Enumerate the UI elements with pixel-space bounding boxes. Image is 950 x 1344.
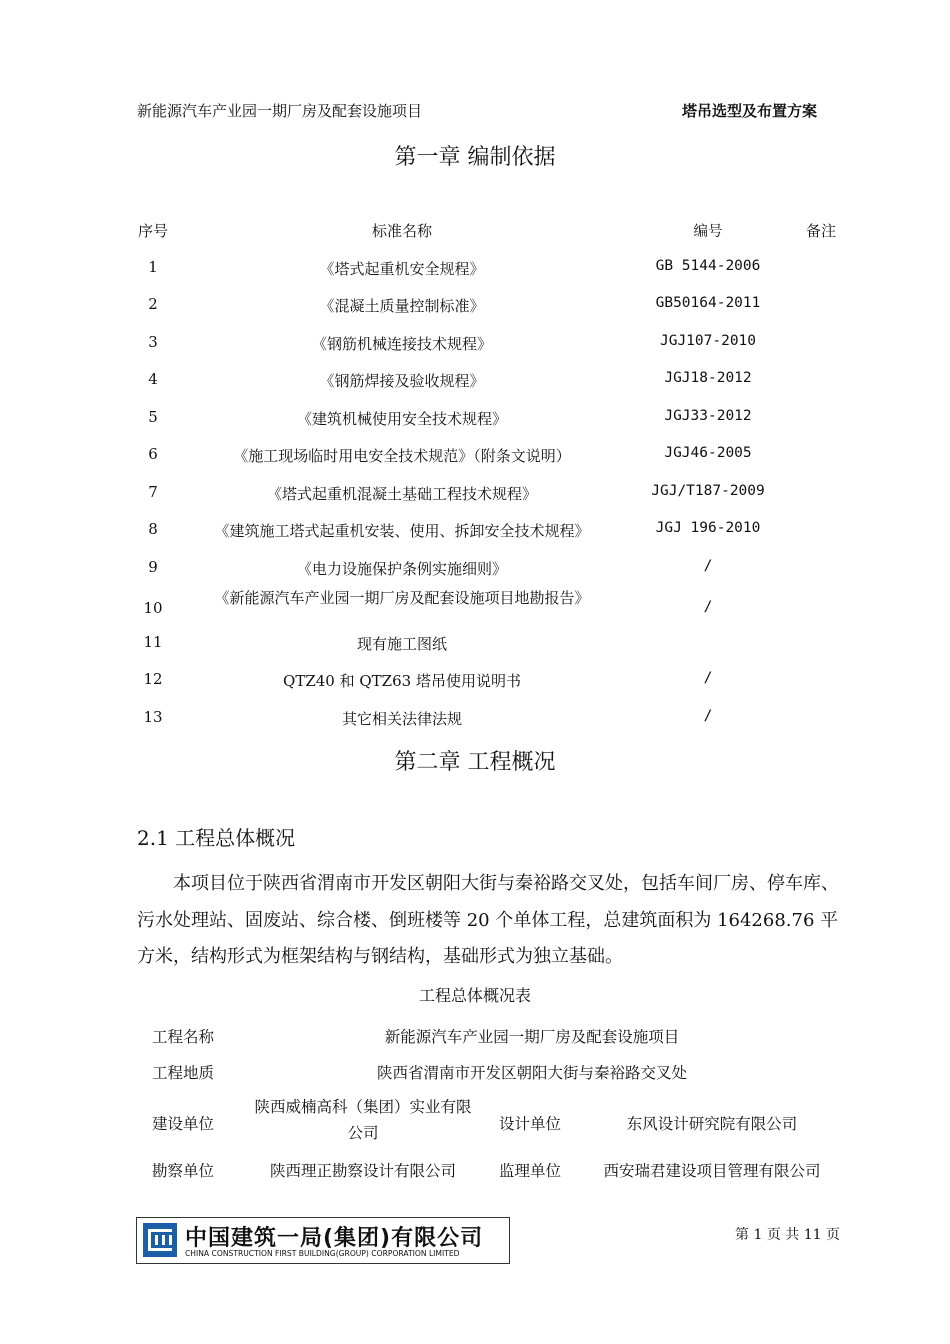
row-standard-name: 《电力设施保护条例实施细则》 [296,559,507,578]
table-row [110,587,860,625]
table-row [137,1015,847,1053]
label-supervisor: 监理单位 [498,1162,561,1180]
row-standard-name: 《新能源汽车产业园一期厂房及配套设施项目地勘报告》 [214,589,590,607]
label-owner: 建设单位 [151,1115,214,1133]
row-standard-name: 《钢筋机械连接技术规程》 [311,334,492,353]
row-number: 9 [148,557,158,576]
table-row [110,512,860,550]
row-standard-name: 《施工现场临时用电安全技术规范》（附条文说明） [233,447,571,465]
value-owner-line2: 公司 [347,1124,379,1142]
table-row [137,1153,847,1191]
row-standard-name: 《钢筋焊接及验收规程》 [319,372,485,390]
row-standard-code: / [703,670,713,686]
page-number: 第 1 页 共 11 页 [735,1227,840,1243]
row-standard-code: JGJ33-2012 [664,407,752,424]
standards-table [110,212,860,737]
row-number: 6 [148,445,158,463]
overview-table [137,1015,847,1191]
chapter-2-title: 第二章 工程概况 [394,750,556,775]
row-standard-name: 《塔式起重机混凝土基础工程技术规程》 [266,484,537,503]
label-designer: 设计单位 [498,1115,561,1133]
row-standard-name: QTZ40 和 QTZ63 塔吊使用说明书 [283,672,521,690]
table-row [110,700,860,738]
row-standard-name: 《塔式起重机安全规程》 [319,259,485,278]
row-standard-code: JGJ/T187-2009 [651,482,765,499]
row-number: 4 [148,370,158,388]
chapter-1-title: 第一章 编制依据 [394,145,556,170]
value-designer: 东风设计研究院有限公司 [626,1115,798,1133]
col-header-number: 序号 [137,222,168,240]
value-supervisor: 西安瑞君建设项目管理有限公司 [603,1162,821,1180]
table-row [110,475,860,513]
section-2-1-title: 2.1 工程总体概况 [137,826,296,850]
table-row [110,662,860,700]
label-survey: 勘察单位 [151,1162,214,1180]
table-row [137,1053,847,1091]
value-project-name: 新能源汽车产业园一期厂房及配套设施项目 [384,1028,680,1046]
label-location: 工程地质 [151,1064,214,1082]
company-logo-banner [136,1217,510,1264]
row-number: 2 [148,295,158,313]
row-standard-code: / [703,557,713,574]
table-row [110,550,860,588]
company-name-en: CHINA CONSTRUCTION FIRST BUILDING(GROUP) CORPORATION LIMITED [185,1249,460,1258]
row-number: 3 [148,332,158,351]
row-standard-code: / [703,599,713,615]
row-standard-code: JGJ107-2010 [659,332,757,349]
col-header-code: 编号 [693,224,723,240]
table-row [110,287,860,325]
row-standard-code: JGJ18-2012 [664,370,752,386]
row-number: 8 [148,520,158,538]
value-survey: 陕西理正勘察设计有限公司 [269,1162,456,1180]
header-document-title: 塔吊选型及布置方案 [681,102,817,120]
table-row [137,1091,847,1153]
row-standard-name: 《建筑施工塔式起重机安装、使用、拆卸安全技术规程》 [214,522,590,540]
cscec-logo-icon [143,1223,177,1257]
table-row [110,325,860,363]
overview-table-title: 工程总体概况表 [418,986,531,1005]
company-name-cn: 中国建筑一局(集团)有限公司 [185,1226,484,1251]
row-number: 13 [143,707,163,726]
value-location: 陕西省渭南市开发区朝阳大街与秦裕路交叉处 [376,1064,687,1082]
section-2-1-paragraph [137,866,845,976]
table-row [110,625,860,663]
row-standard-code: / [703,707,713,724]
table-row [110,362,860,400]
row-standard-name: 现有施工图纸 [356,634,447,653]
row-standard-name: 其它相关法律法规 [341,709,462,728]
row-number: 11 [143,632,163,651]
value-owner-line1: 陕西威楠高科（集团）实业有限 [254,1098,472,1116]
row-number: 1 [148,257,158,276]
paragraph-text: 本项目位于陕西省渭南市开发区朝阳大街与秦裕路交叉处，包括车间厂房、停车库、污水处理站、固废站、综合楼、倒班楼等 20 个单体工程，总建筑面积为 164268.76 平方米，结构形式为框架结构与钢结构，基础形式为独立基础。 [137,873,839,967]
label-project-name: 工程名称 [151,1028,214,1046]
row-standard-code: GB 5144-2006 [655,257,761,274]
row-number: 12 [143,670,163,688]
row-standard-code: GB50164-2011 [655,295,761,311]
row-standard-name: 《建筑机械使用安全技术规程》 [296,409,507,428]
table-row [110,437,860,475]
col-header-note: 备注 [805,222,836,240]
table-row [110,250,860,288]
row-standard-code: JGJ 196-2010 [655,520,761,536]
header-project-name: 新能源汽车产业园一期厂房及配套设施项目 [137,102,423,120]
standards-table-header [110,212,860,250]
row-number: 7 [148,482,158,501]
row-number: 5 [148,407,158,426]
table-row [110,400,860,438]
col-header-name: 标准名称 [371,222,432,240]
row-number: 10 [143,599,163,617]
row-standard-code: JGJ46-2005 [664,445,752,461]
row-standard-name: 《混凝土质量控制标准》 [319,297,485,315]
